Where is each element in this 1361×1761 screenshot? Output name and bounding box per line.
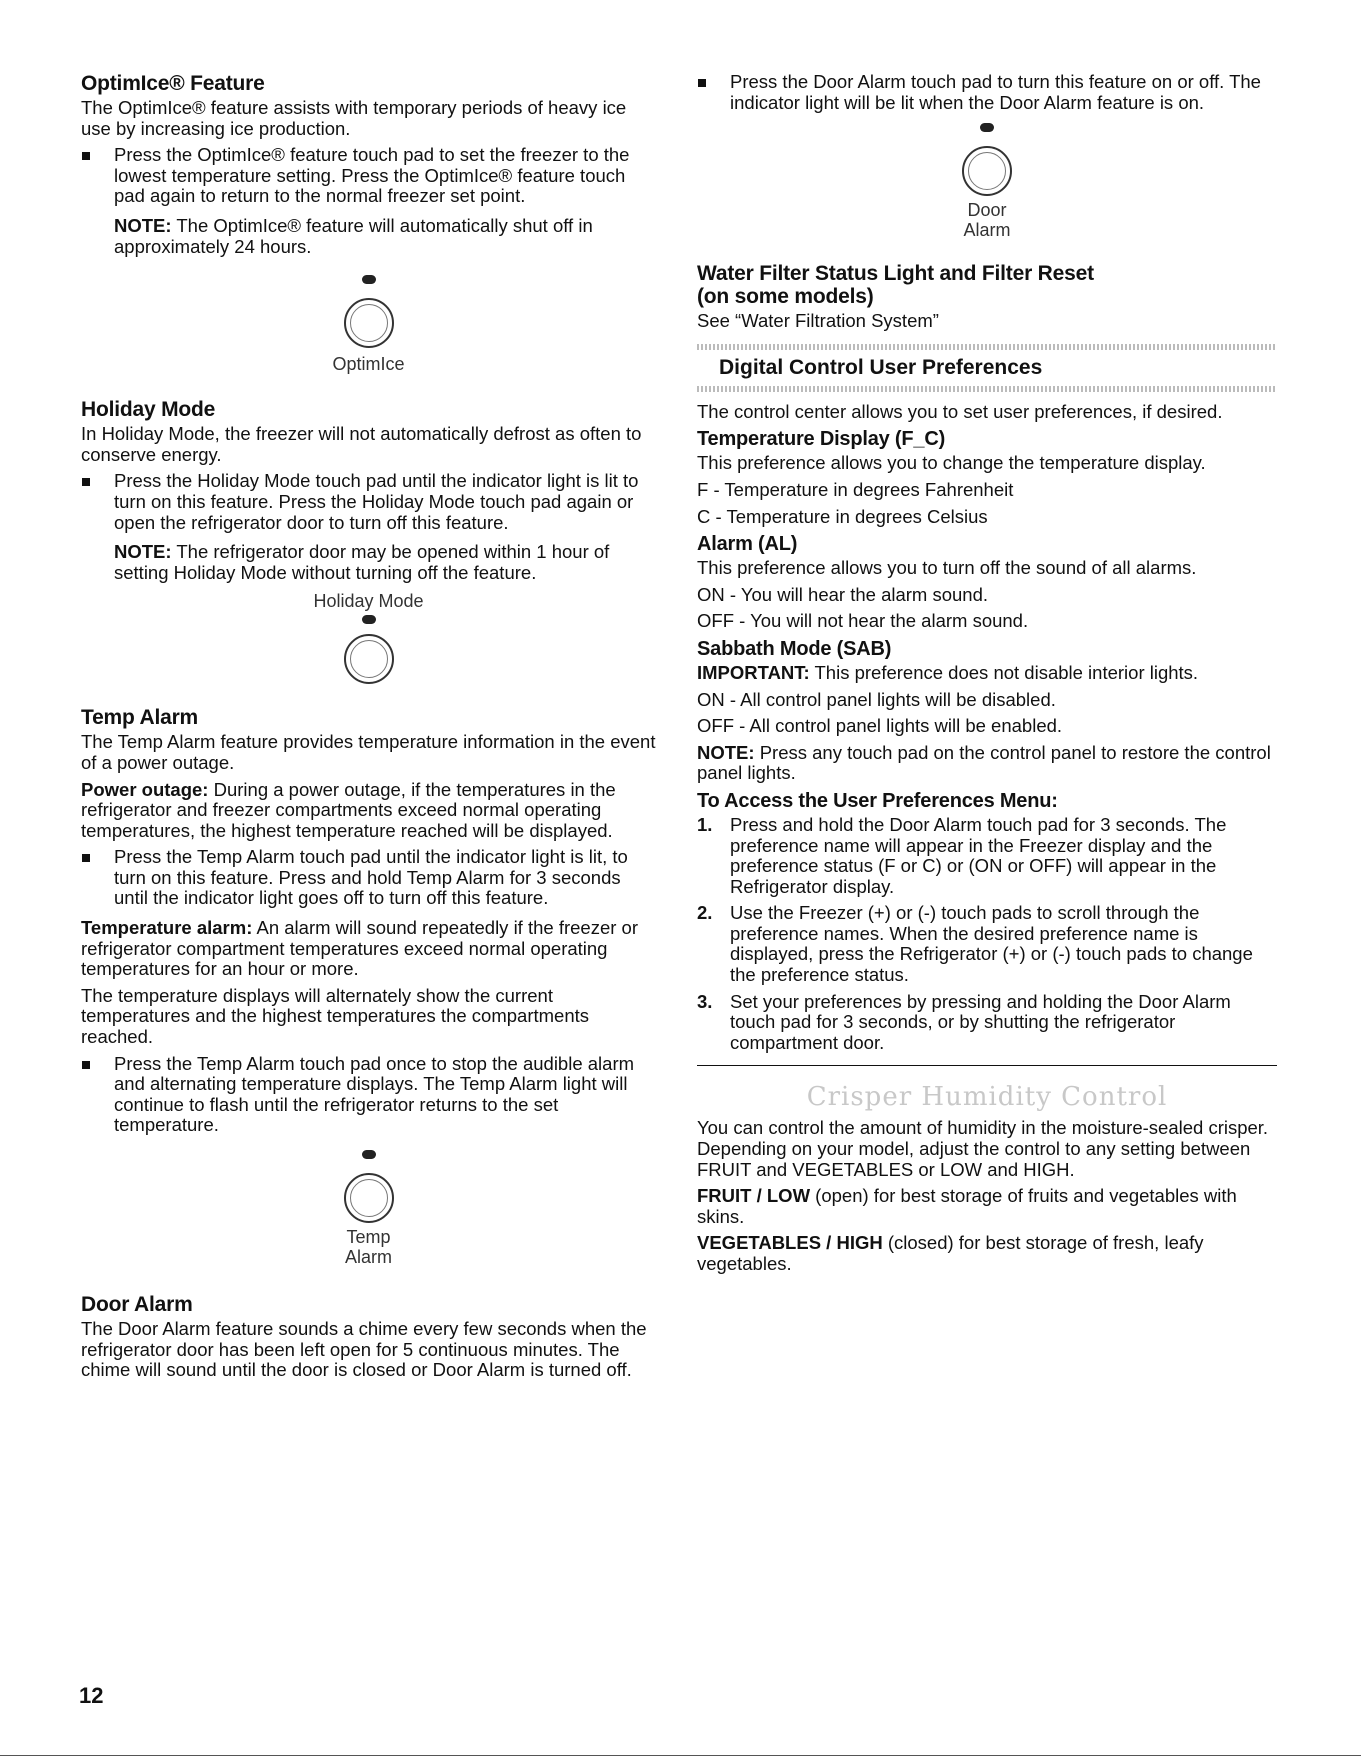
optimice-intro: The OptimIce® feature assists with temporary periods of heavy ice use by increasing ice production. (81, 97, 627, 139)
section-divider-top (697, 344, 1277, 350)
sabbath-on: ON - All control panel lights will be disabled. (697, 688, 1056, 710)
right-column (697, 72, 1277, 1281)
note-label: NOTE: (114, 214, 172, 236)
indicator-light-icon (362, 615, 376, 624)
note-label: NOTE: (697, 741, 755, 763)
digital-control-heading: Digital Control User Preferences (719, 355, 1043, 379)
temperature-display-text: This preference allows you to change the temperature display. (697, 452, 1206, 474)
touch-pad-button-icon (344, 1173, 394, 1223)
crisper-fruit (697, 1186, 1277, 1227)
optimice-heading: OptimIce® Feature (81, 72, 265, 95)
touch-pad-button-icon (344, 298, 394, 348)
temperature-display-heading: Temperature Display (F_C) (697, 428, 946, 451)
section-rule (697, 1065, 1277, 1066)
temperature-display-f: F - Temperature in degrees Fahrenheit (697, 478, 1014, 500)
temperature-alarm-text: An alarm will sound repeatedly if the freezer or refrigerator compartment temperatures exceed normal operating temperatures for an hour or more. (81, 917, 638, 980)
access-menu-heading: To Access the User Preferences Menu: (697, 789, 1058, 812)
alarm-heading: Alarm (AL) (697, 533, 798, 556)
water-filter-text: See “Water Filtration System” (697, 310, 939, 332)
note-text: The OptimIce® feature will automatically shut off in approximately 24 hours. (114, 214, 593, 257)
touch-pad-button-icon (344, 634, 394, 684)
note-text: The refrigerator door may be opened within 1 hour of setting Holiday Mode without turning off the feature. (114, 541, 610, 583)
step-item (697, 815, 1277, 897)
optimice-note (81, 216, 656, 257)
digital-control-intro: The control center allows you to set user preferences, if desired. (697, 400, 1223, 422)
water-filter-heading-line2: (on some models) (697, 285, 874, 309)
optimice-touch-pad (81, 275, 656, 374)
alarm-off: OFF - You will not hear the alarm sound. (697, 610, 1029, 632)
vegetables-label: VEGETABLES / HIGH (697, 1232, 883, 1254)
temp-alarm-intro: The Temp Alarm feature provides temperature information in the event of a power outage. (81, 731, 656, 773)
step-number: 3. (697, 990, 713, 1012)
crisper-heading: Crisper Humidity Control (806, 1082, 1168, 1113)
step-number: 2. (697, 902, 713, 924)
temperature-displays-paragraph: The temperature displays will alternately show the current temperatures and the highest temperatures the compartments reached. (81, 984, 589, 1048)
temp-alarm-pad-label-line1: Temp (346, 1227, 391, 1247)
fruit-text: (open) for best storage of fruits and vegetables with skins. (697, 1185, 1237, 1227)
note-label: NOTE: (114, 541, 172, 563)
temp-alarm-touch-pad (81, 1150, 656, 1267)
temp-alarm-pad-label-line2: Alarm (344, 1247, 392, 1267)
water-filter-heading-line1: Water Filter Status Light and Filter Reset (697, 262, 1094, 286)
holiday-mode-heading: Holiday Mode (81, 398, 216, 422)
optimice-bullet: Press the OptimIce® feature touch pad to set the freezer to the lowest temperature setting. Press the OptimIce® feature touch pad again to return to the normal freezer set point. (81, 145, 656, 207)
door-alarm-pad-label-line2: Alarm (963, 220, 1011, 241)
fruit-label: FRUIT / LOW (697, 1185, 811, 1207)
page-number: 12 (79, 1683, 104, 1708)
door-alarm-touch-pad (697, 123, 1277, 240)
temperature-alarm-paragraph (81, 918, 656, 980)
step-text: Use the Freezer (+) or (-) touch pads to scroll through the preference names. When the desired preference name is displayed, press the Refrigerator (+) or (-) touch pads to change the preference status. (730, 902, 1253, 986)
optimice-pad-label: OptimIce (332, 354, 405, 375)
crisper-vegetables (697, 1233, 1277, 1274)
power-outage-label: Power outage: (81, 778, 209, 800)
indicator-light-icon (362, 275, 376, 284)
step-item (697, 903, 1277, 985)
indicator-light-icon (362, 1150, 376, 1159)
note-text: Press any touch pad on the control panel to restore the control panel lights. (697, 741, 1271, 784)
door-alarm-heading: Door Alarm (81, 1293, 193, 1316)
door-alarm-intro: The Door Alarm feature sounds a chime every few seconds when the refrigerator door has been left open for 5 continuous minutes. The chime will sound until the door is closed or Door Alarm is turned off. (81, 1318, 647, 1381)
sabbath-mode-heading: Sabbath Mode (SAB) (697, 637, 892, 660)
crisper-intro: You can control the amount of humidity in the moisture-sealed crisper. Depending on your model, adjust the control to any setting between FRUIT and VEGETABLES or LOW and HIGH. (697, 1117, 1269, 1180)
step-number: 1. (697, 813, 713, 835)
indicator-light-icon (980, 123, 994, 132)
sabbath-important (697, 663, 1277, 684)
temp-alarm-bullet-2: Press the Temp Alarm touch pad once to stop the audible alarm and alternating temperature displays. The Temp Alarm light will continue to flash until the refrigerator returns to the set temperature. (81, 1054, 656, 1136)
power-outage-text: During a power outage, if the temperatures in the refrigerator and freezer compartments exceed normal operating temperatures, the highest temperature reached will be displayed. (81, 778, 616, 841)
temperature-alarm-label: Temperature alarm: (81, 917, 253, 939)
alarm-on: ON - You will hear the alarm sound. (697, 583, 989, 605)
left-column (81, 72, 656, 1387)
step-text: Set your preferences by pressing and holding the Door Alarm touch pad for 3 seconds, or by shutting the refrigerator compartment door. (730, 990, 1231, 1053)
holiday-mode-touch-pad (81, 591, 656, 684)
step-item (697, 992, 1277, 1054)
sabbath-note (697, 743, 1277, 784)
temp-alarm-bullet-1: Press the Temp Alarm touch pad until the indicator light is lit, to turn on this feature. Press and hold Temp Alarm for 3 seconds until the indicator light goes off to turn off this feature. (81, 847, 656, 909)
door-alarm-pad-label-line1: Door (967, 200, 1007, 221)
step-text: Press and hold the Door Alarm touch pad for 3 seconds. The preference name will appear in the Freezer display and the preference status (F or C) or (ON or OFF) will appear in the Refrigerator display. (730, 813, 1227, 897)
important-text: This preference does not disable interior lights. (809, 661, 1199, 683)
touch-pad-button-icon (962, 146, 1012, 196)
page-bottom-rule (0, 1755, 1361, 1756)
temp-alarm-heading: Temp Alarm (81, 706, 199, 730)
door-alarm-bullet: Press the Door Alarm touch pad to turn this feature on or off. The indicator light will be lit when the Door Alarm feature is on. (697, 72, 1277, 113)
section-divider-bottom (697, 386, 1277, 392)
alarm-text: This preference allows you to turn off the sound of all alarms. (697, 557, 1197, 579)
holiday-mode-bullet: Press the Holiday Mode touch pad until the indicator light is lit to turn on this feature. Press the Holiday Mode touch pad again or open the refrigerator door to turn off this feature. (81, 471, 656, 533)
holiday-mode-note (81, 542, 656, 583)
holiday-mode-intro: In Holiday Mode, the freezer will not automatically defrost as often to conserve energy. (81, 423, 642, 465)
sabbath-off: OFF - All control panel lights will be enabled. (697, 715, 1063, 737)
temperature-display-c: C - Temperature in degrees Celsius (697, 505, 988, 527)
vegetables-text: (closed) for best storage of fresh, leafy vegetables. (697, 1232, 1204, 1274)
holiday-mode-pad-label: Holiday Mode (313, 591, 424, 612)
important-label: IMPORTANT: (697, 661, 810, 683)
power-outage-paragraph (81, 780, 656, 842)
